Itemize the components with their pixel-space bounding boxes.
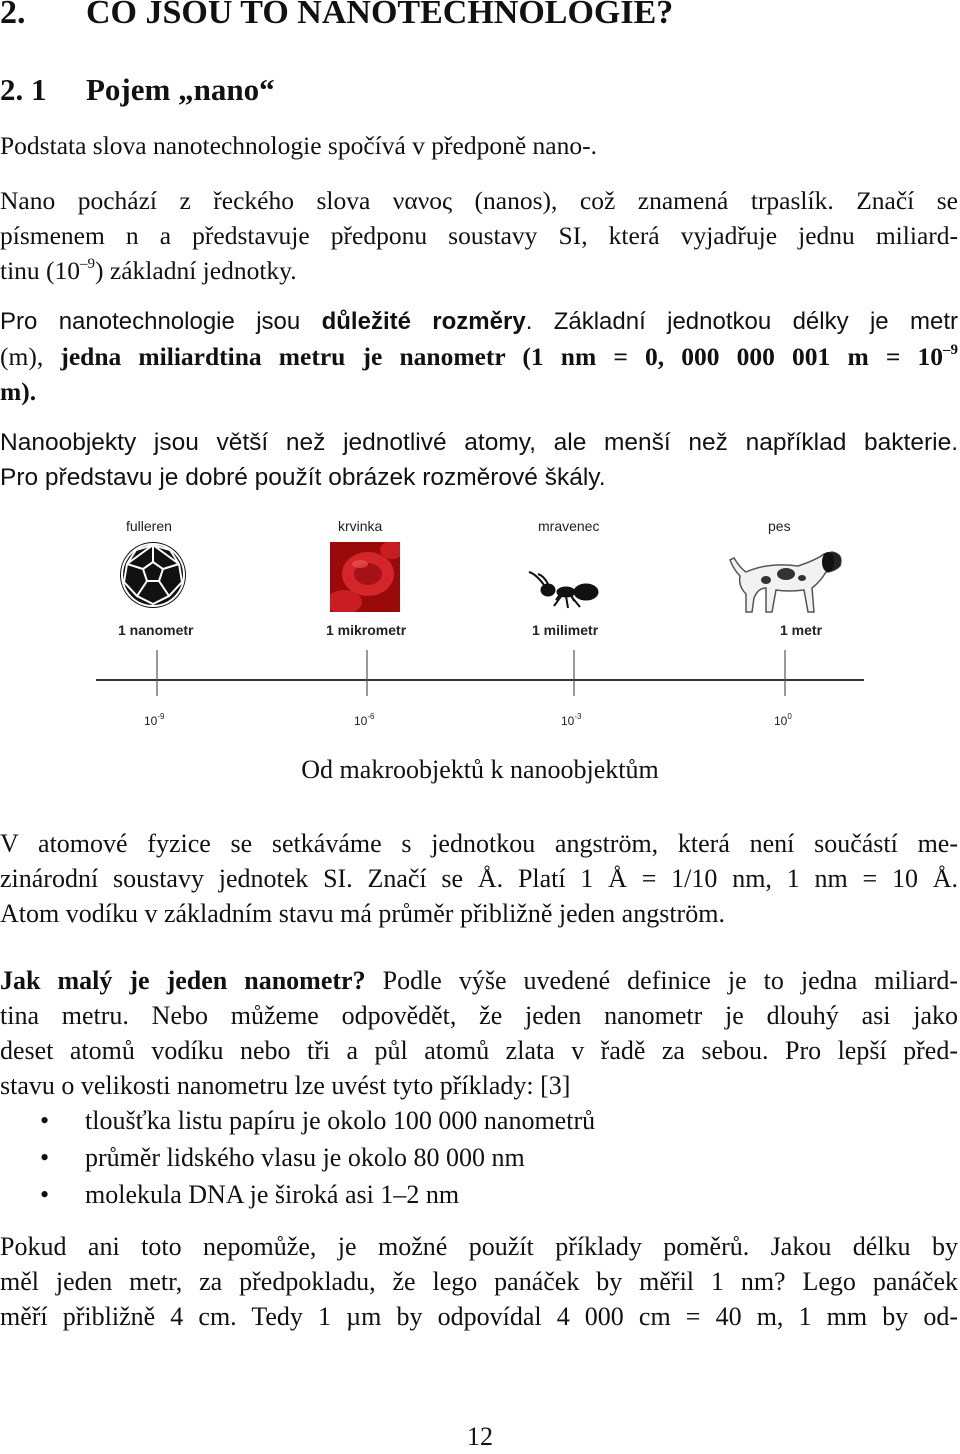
paragraph-nanoobjects bbox=[0, 425, 958, 495]
tick-base: 10 bbox=[561, 714, 575, 728]
tick-label bbox=[354, 714, 374, 728]
page-number: 12 bbox=[467, 1422, 493, 1451]
chapter-number: 2. bbox=[0, 0, 26, 31]
text-line: písmenem n a představuje předponu soustavy SI, která vyjadřuje jednu miliard- bbox=[0, 221, 958, 250]
dog-image bbox=[728, 542, 848, 618]
bold-text: jedna miliardtina metru je nanometr bbox=[60, 342, 506, 371]
exponent: –9 bbox=[80, 256, 96, 272]
section-number: 2. 1 bbox=[0, 72, 47, 107]
list-item: • tloušťka listu papíru je okolo 100 000 nanometrů bbox=[0, 1102, 595, 1139]
text-span: Pro nanotechnologie jsou bbox=[0, 308, 322, 335]
exponent: –9 bbox=[943, 342, 959, 358]
chapter-title: CO JSOU TO NANOTECHNOLOGIE? bbox=[86, 0, 674, 31]
paragraph-dimensions bbox=[0, 304, 958, 409]
text-line bbox=[0, 253, 958, 288]
section-title: Pojem „nano“ bbox=[86, 72, 275, 107]
tick-exponent: -6 bbox=[367, 712, 375, 721]
figure-label-pes: pes bbox=[768, 518, 791, 534]
figure-label-mravenec: mravenec bbox=[538, 518, 600, 534]
tick-base: 10 bbox=[144, 714, 158, 728]
figure-unit-mikrometr: 1 mikrometr bbox=[326, 622, 407, 638]
text-line: stavu o velikosti nanometru lze uvést tyto příklady: [3] bbox=[0, 1071, 571, 1100]
tick-base: 10 bbox=[354, 714, 368, 728]
text-line: Pro představu je dobré použít obrázek rozměrové škály. bbox=[0, 464, 606, 491]
text-line bbox=[0, 304, 958, 339]
text-span: tinu (10 bbox=[0, 256, 81, 285]
figure-unit-metr: 1 metr bbox=[780, 622, 823, 638]
text-line: Nanoobjekty jsou větší než jednotlivé atomy, ale menší než například bakterie. bbox=[0, 429, 958, 456]
examples-list bbox=[0, 1102, 595, 1213]
tick-exponent: -3 bbox=[574, 712, 582, 721]
figure-unit-nanometr: 1 nanometr bbox=[118, 622, 194, 638]
text-line: Pokud ani toto nepomůže, je možné použít příklady poměrů. Jakou délku by bbox=[0, 1232, 958, 1261]
tick-exponent: 0 bbox=[787, 712, 792, 721]
fullerene-image bbox=[118, 540, 188, 610]
chapter-heading bbox=[0, 0, 673, 32]
figure-unit-milimetr: 1 milimetr bbox=[532, 622, 599, 638]
tick-base: 10 bbox=[774, 714, 788, 728]
figure-caption: Od makroobjektů k nanoobjektům bbox=[301, 755, 659, 784]
tick-label bbox=[561, 714, 581, 728]
bold-text: Jak malý je jeden nanometr? bbox=[0, 966, 366, 995]
text-span: ) základní jednotky. bbox=[95, 256, 297, 285]
text-line: tina metru. Nebo můžeme odpovědět, že jeden nanometr je dlouhý asi jako bbox=[0, 1001, 958, 1030]
scale-axis bbox=[88, 640, 878, 702]
text-line: měří přibližně 4 cm. Tedy 1 µm by odpovídal 4 000 cm = 40 m, 1 mm by od- bbox=[0, 1302, 958, 1331]
list-item: • molekula DNA je široká asi 1–2 nm bbox=[0, 1176, 595, 1213]
bold-text: důležité rozměry bbox=[321, 308, 526, 335]
paragraph-nano-origin bbox=[0, 183, 958, 288]
text-line: Nano pochází z řeckého slova νανος (nanos), což znamená trpaslík. Značí se bbox=[0, 186, 958, 215]
ant-image bbox=[526, 570, 604, 612]
paragraph-lego bbox=[0, 1229, 958, 1334]
tick-exponent: -9 bbox=[157, 712, 165, 721]
blood-cell-image bbox=[330, 542, 400, 612]
text-line: zinárodní soustavy jednotek SI. Značí se Å. Platí 1 Å = 1/10 nm, 1 nm = 10 Å. bbox=[0, 864, 958, 893]
text-line bbox=[0, 374, 958, 409]
text-line: V atomové fyzice se setkáváme s jednotkou angström, která není součástí me- bbox=[0, 829, 958, 858]
section-heading bbox=[0, 72, 275, 108]
paragraph-how-small bbox=[0, 963, 958, 1103]
paragraph-intro bbox=[0, 128, 958, 163]
text-span: . Základní jednotkou délky je metr bbox=[525, 308, 958, 335]
tick-label bbox=[144, 714, 164, 728]
paragraph-intro-text: Podstata slova nanotechnologie spočívá v předponě nano-. bbox=[0, 131, 597, 160]
text-line bbox=[0, 963, 958, 998]
bold-text: m). bbox=[0, 377, 37, 406]
text-line: Atom vodíku v základním stavu má průměr přibližně jeden angström. bbox=[0, 899, 725, 928]
text-span: Podle výše uvedené definice je to jedna miliard- bbox=[365, 966, 958, 995]
tick-label bbox=[774, 714, 792, 728]
text-span: (m), bbox=[0, 342, 61, 371]
size-scale-figure bbox=[88, 512, 878, 734]
text-line bbox=[0, 339, 958, 374]
text-line: deset atomů vodíku nebo tři a půl atomů zlata v řadě za sebou. Pro lepší před- bbox=[0, 1036, 958, 1065]
text-span: (1 nm = 0, 000 000 001 m = 10 bbox=[505, 342, 944, 371]
text-line: měl jeden metr, za předpokladu, že lego panáček by měřil 1 nm? Lego panáček bbox=[0, 1267, 958, 1296]
list-item: • průměr lidského vlasu je okolo 80 000 nm bbox=[0, 1139, 595, 1176]
paragraph-angstrom bbox=[0, 826, 958, 931]
figure-label-fulleren: fulleren bbox=[126, 518, 172, 534]
figure-label-krvinka: krvinka bbox=[338, 518, 383, 534]
